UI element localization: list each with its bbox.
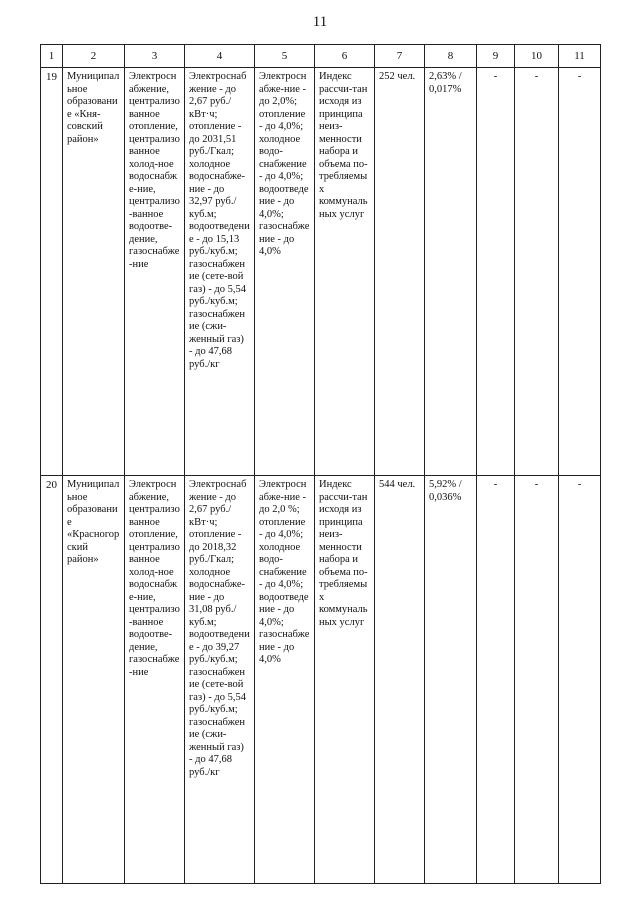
col10-cell: - (515, 476, 559, 884)
share-cell: 2,63% / 0,017% (425, 68, 477, 476)
col10-cell: - (515, 68, 559, 476)
col9-cell: - (477, 476, 515, 884)
row-number: 20 (41, 476, 63, 884)
col11-cell: - (559, 476, 601, 884)
column-header: 1 (41, 45, 63, 68)
column-header: 5 (255, 45, 315, 68)
table-row (41, 68, 601, 476)
column-header: 8 (425, 45, 477, 68)
population-cell: 252 чел. (375, 68, 425, 476)
municipality-cell: Муниципальное образование «Кня-совский район» (63, 68, 125, 476)
column-header: 9 (477, 45, 515, 68)
tariff-table (40, 44, 601, 884)
tariffs-cell: Электроснабжение - до 2,67 руб./кВт·ч; отопление - до 2031,51 руб./Гкал; холодное водоснабже-ние - до 32,97 руб./куб.м; водоотведение - до 15,13 руб./куб.м; газоснабжение (сете-вой газ) - до 5,54 руб./куб.м; газоснабжение (сжи-женный газ) - до 47,68 руб./кг (185, 68, 255, 476)
table-row (41, 476, 601, 884)
column-header: 3 (125, 45, 185, 68)
tariff-table-container (40, 44, 600, 884)
header-row (41, 45, 601, 68)
column-header: 2 (63, 45, 125, 68)
share-cell: 5,92% / 0,036% (425, 476, 477, 884)
municipality-cell: Муниципальное образование «Красногорский район» (63, 476, 125, 884)
column-header: 11 (559, 45, 601, 68)
column-header: 7 (375, 45, 425, 68)
growth-cell: Электроснабже-ние - до 2,0%; отопление - до 4,0%; холодное водо-снабжение - до 4,0%; водоотведение - до 4,0%; газоснабжение - до 4,0% (255, 68, 315, 476)
col11-cell: - (559, 68, 601, 476)
tariffs-cell: Электроснабжение - до 2,67 руб./кВт·ч; отопление - до 2018,32 руб./Гкал; холодное водоснабже-ние - до 31,08 руб./куб.м; водоотведение - до 39,27 руб./куб.м; газоснабжение (сете-вой газ) - до 5,54 руб./куб.м; газоснабжение (сжи-женный газ) - до 47,68 руб./кг (185, 476, 255, 884)
column-header: 10 (515, 45, 559, 68)
basis-cell: Индекс рассчи-тан исходя из принципа неиз-менности набора и объема по-требляемых коммунальных услуг (315, 68, 375, 476)
basis-cell: Индекс рассчи-тан исходя из принципа неиз-менности набора и объема по-требляемых коммунальных услуг (315, 476, 375, 884)
column-header: 4 (185, 45, 255, 68)
column-header: 6 (315, 45, 375, 68)
col9-cell: - (477, 68, 515, 476)
page-number: 11 (312, 14, 328, 30)
services-cell: Электроснабжение, централизованное отопление, централизованное холод-ное водоснабже-ние, централизо-ванное водоотве-дение, газоснабже-ние (125, 476, 185, 884)
services-cell: Электроснабжение, централизованное отопление, централизованное холод-ное водоснабже-ние, централизо-ванное водоотве-дение, газоснабже-ние (125, 68, 185, 476)
population-cell: 544 чел. (375, 476, 425, 884)
growth-cell: Электроснабже-ние - до 2,0 %; отопление - до 4,0%; холодное водо-снабжение - до 4,0%; водоотведение - до 4,0%; газоснабжение - до 4,0% (255, 476, 315, 884)
row-number: 19 (41, 68, 63, 476)
